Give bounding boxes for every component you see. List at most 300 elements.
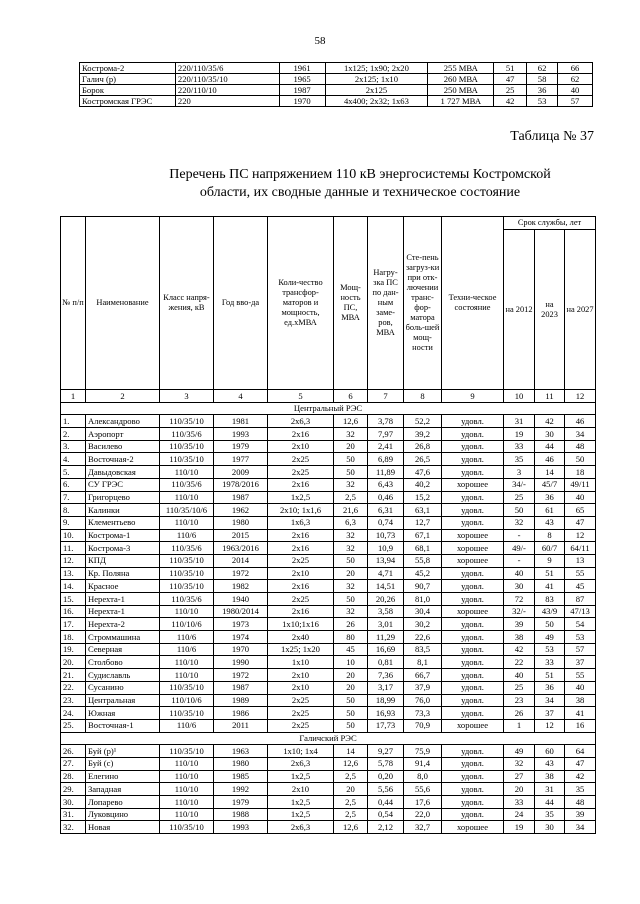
table-cell: 110/6 (160, 631, 214, 644)
column-number: 7 (368, 390, 404, 403)
table-cell: 12,6 (334, 821, 368, 834)
table-cell: 110/10/6 (160, 694, 214, 707)
table-cell: 49/- (504, 542, 535, 555)
table-cell: 2. (61, 428, 86, 441)
page-number: 58 (314, 35, 326, 47)
table-cell: Нерехта-2 (86, 618, 160, 631)
table-cell: 1х6,3 (268, 516, 334, 529)
table-cell: 1980/2014 (214, 605, 268, 618)
table-cell: 3. (61, 440, 86, 453)
table-cell: 220/110/35/6 (175, 63, 279, 74)
table-cell: 91,4 (404, 757, 442, 770)
table-cell: 7. (61, 491, 86, 504)
table-cell: 40 (504, 567, 535, 580)
table-cell: 10. (61, 529, 86, 542)
table-cell: удовл. (442, 415, 504, 428)
table-cell: 18. (61, 631, 86, 644)
column-numbers-row (61, 390, 596, 403)
table-cell: Северная (86, 643, 160, 656)
table-cell: 110/6 (160, 643, 214, 656)
table-cell: 50 (334, 593, 368, 606)
table-cell: 2015 (214, 529, 268, 542)
table-cell: 20 (504, 783, 535, 796)
table-cell: 32/- (504, 605, 535, 618)
table-cell: 2х16 (268, 529, 334, 542)
table-cell: 2,5 (334, 491, 368, 504)
table-cell: 0,44 (368, 796, 404, 809)
table-cell: 16,69 (368, 643, 404, 656)
table-cell: 50 (334, 719, 368, 732)
column-number: 5 (268, 390, 334, 403)
table-cell: 2х40 (268, 631, 334, 644)
table-cell: Елегино (86, 770, 160, 783)
table-cell: 12 (565, 529, 596, 542)
table-cell: 46 (535, 453, 565, 466)
table-cell: 34 (565, 821, 596, 834)
table-cell: 25 (494, 85, 527, 96)
table-row (61, 631, 596, 644)
table-cell: 47 (565, 516, 596, 529)
table-cell: 2х16 (268, 542, 334, 555)
table-cell: 50 (334, 707, 368, 720)
table-cell: 2х10 (268, 669, 334, 682)
table-cell: 1974 (214, 631, 268, 644)
column-number: 3 (160, 390, 214, 403)
table-cell: удовл. (442, 669, 504, 682)
table-cell: 49/11 (565, 478, 596, 491)
table-cell: 110/6 (160, 529, 214, 542)
table-cell: 16. (61, 605, 86, 618)
table-cell: 39 (565, 808, 596, 821)
table-cell: 110/10 (160, 605, 214, 618)
table-cell: 1978/2016 (214, 478, 268, 491)
table-cell: 18 (565, 466, 596, 479)
table-cell: 110/10 (160, 808, 214, 821)
header-power: Мощ-ность ПС, МВА (334, 217, 368, 390)
table-cell: 1980 (214, 516, 268, 529)
table-cell: 2х6,3 (268, 821, 334, 834)
table-cell: 20,26 (368, 593, 404, 606)
table-cell: 1963 (214, 745, 268, 758)
table-cell: 3,01 (368, 618, 404, 631)
table-cell: 25 (504, 681, 535, 694)
table-row (61, 440, 596, 453)
table-cell: 110/10 (160, 466, 214, 479)
table-cell: 42 (535, 415, 565, 428)
table-cell: 38 (565, 694, 596, 707)
table-cell: 2,12 (368, 821, 404, 834)
table-cell: 55,8 (404, 554, 442, 567)
table-cell: 30,2 (404, 618, 442, 631)
table-cell: 34 (565, 428, 596, 441)
table-cell: 42 (494, 96, 527, 107)
table-cell: 32 (334, 428, 368, 441)
table-row (61, 618, 596, 631)
table-cell: удовл. (442, 504, 504, 517)
table-cell: 3 (504, 466, 535, 479)
table-cell: 67,1 (404, 529, 442, 542)
table-cell: 47 (494, 74, 527, 85)
table-cell: 42 (504, 643, 535, 656)
table-cell: 19 (504, 821, 535, 834)
title-line-2: области, их сводные данные и техническое состояние (199, 185, 521, 200)
table-cell: 72 (504, 593, 535, 606)
table-cell: 20 (334, 440, 368, 453)
table-cell: 38 (535, 770, 565, 783)
section-row (61, 732, 596, 745)
table-cell: 1940 (214, 593, 268, 606)
table-row (61, 745, 596, 758)
table-cell: 50 (334, 453, 368, 466)
table-cell: хорошее (442, 821, 504, 834)
column-number: 11 (535, 390, 565, 403)
table-cell: 110/10 (160, 656, 214, 669)
table-cell: удовл. (442, 783, 504, 796)
table-cell: 110/35/10/6 (160, 504, 214, 517)
table-row (61, 669, 596, 682)
table-cell: 26 (334, 618, 368, 631)
table-row (61, 605, 596, 618)
table-cell: 50 (334, 694, 368, 707)
table-cell: 2х16 (268, 428, 334, 441)
table-cell: 1979 (214, 796, 268, 809)
table-cell: 20 (334, 681, 368, 694)
table-row (61, 656, 596, 669)
table-cell: 14,51 (368, 580, 404, 593)
table-cell: 2009 (214, 466, 268, 479)
table-cell: Нерехта-1 (86, 605, 160, 618)
table-cell: 37 (565, 656, 596, 669)
table-cell: 22 (504, 656, 535, 669)
table-cell: 25 (504, 491, 535, 504)
table-cell: удовл. (442, 694, 504, 707)
table-cell: Александрово (86, 415, 160, 428)
table-row (61, 580, 596, 593)
substations-table (60, 216, 596, 834)
header-service-life: Срок службы, лет (504, 217, 596, 230)
table-cell: 5. (61, 466, 86, 479)
table-cell: 35 (504, 453, 535, 466)
table-cell: 64/11 (565, 542, 596, 555)
table-cell: 1993 (214, 821, 268, 834)
table-cell: 255 МВА (428, 63, 494, 74)
table-cell: 9 (535, 554, 565, 567)
table-cell: 1х2,5 (268, 796, 334, 809)
table-cell: 30 (504, 580, 535, 593)
table-cell: 1985 (214, 770, 268, 783)
table-cell: 53 (565, 631, 596, 644)
table-cell: 14. (61, 580, 86, 593)
table-row (61, 770, 596, 783)
table-cell: 20 (334, 783, 368, 796)
table-cell: 1987 (214, 491, 268, 504)
table-cell: 250 МВА (428, 85, 494, 96)
column-number: 4 (214, 390, 268, 403)
table-cell: 1992 (214, 783, 268, 796)
table-cell: 1961 (279, 63, 325, 74)
table-cell: 110/10 (160, 770, 214, 783)
table-cell: 260 МВА (428, 74, 494, 85)
table-cell: 110/35/10 (160, 681, 214, 694)
table-cell: 19 (504, 428, 535, 441)
table-cell: Восточная-1 (86, 719, 160, 732)
table-cell: 81,0 (404, 593, 442, 606)
table-cell: 45/7 (535, 478, 565, 491)
table-cell: 33 (504, 440, 535, 453)
table-cell: 40 (565, 491, 596, 504)
table-cell: 4х400; 2х32; 1х63 (325, 96, 428, 107)
table-cell: 1х125; 1х90; 2х20 (325, 63, 428, 74)
table-cell: 15. (61, 593, 86, 606)
table-cell: 2х25 (268, 694, 334, 707)
table-cell: КПД (86, 554, 160, 567)
table-cell: 43 (535, 516, 565, 529)
table-cell: 2х6,3 (268, 757, 334, 770)
table-cell: 2х16 (268, 478, 334, 491)
table-cell: 6,43 (368, 478, 404, 491)
table-cell: удовл. (442, 593, 504, 606)
table-cell: 8,0 (404, 770, 442, 783)
column-number: 8 (404, 390, 442, 403)
table-cell: 110/35/6 (160, 593, 214, 606)
table-cell: - (504, 529, 535, 542)
table-row (61, 681, 596, 694)
table-cell: удовл. (442, 491, 504, 504)
table-cell: 55,6 (404, 783, 442, 796)
table-cell: 3,78 (368, 415, 404, 428)
table-cell: 4,71 (368, 567, 404, 580)
table-cell: 2х25 (268, 466, 334, 479)
table-cell: 36 (535, 491, 565, 504)
table-cell: 34 (535, 694, 565, 707)
table-cell: 0,54 (368, 808, 404, 821)
table-cell: 2х10 (268, 440, 334, 453)
table-cell: 110/10 (160, 669, 214, 682)
table-cell: 68,1 (404, 542, 442, 555)
table-cell: 1х2,5 (268, 491, 334, 504)
table-cell: 34/- (504, 478, 535, 491)
table-cell: 1 727 МВА (428, 96, 494, 107)
table-cell: 36 (535, 681, 565, 694)
table-cell: 1963/2016 (214, 542, 268, 555)
table-cell: 30 (535, 428, 565, 441)
table-row (61, 567, 596, 580)
table-cell: 1982 (214, 580, 268, 593)
table-cell: 1х2,5 (268, 808, 334, 821)
table-cell: 43 (535, 757, 565, 770)
table-cell: 220/110/10 (175, 85, 279, 96)
table-row (61, 821, 596, 834)
table-cell: удовл. (442, 808, 504, 821)
table-cell: 20 (334, 567, 368, 580)
table-cell: Восточная-2 (86, 453, 160, 466)
table-cell: 37 (535, 707, 565, 720)
table-row (61, 466, 596, 479)
table-row (80, 85, 593, 96)
table-cell: 54 (565, 618, 596, 631)
table-cell: 2х6,3 (268, 415, 334, 428)
table-cell: 1 (504, 719, 535, 732)
table-cell: удовл. (442, 453, 504, 466)
table-cell: 0,81 (368, 656, 404, 669)
table-cell: 47 (565, 757, 596, 770)
table-cell: 220 (175, 96, 279, 107)
table-cell: 48 (565, 440, 596, 453)
table-cell: 2,41 (368, 440, 404, 453)
table-cell: 13. (61, 567, 86, 580)
table-cell: Лопарево (86, 796, 160, 809)
table-cell: 22,0 (404, 808, 442, 821)
table-cell: 30. (61, 796, 86, 809)
table-cell: 37,9 (404, 681, 442, 694)
table-cell: 110/35/10 (160, 453, 214, 466)
table-cell: Аэропорт (86, 428, 160, 441)
continued-table (79, 62, 593, 107)
table-row (80, 63, 593, 74)
table-cell: Сусанино (86, 681, 160, 694)
table-cell: 110/35/10 (160, 415, 214, 428)
table-cell: 55 (565, 567, 596, 580)
table-label: Таблица № 37 (510, 129, 594, 144)
column-number: 1 (61, 390, 86, 403)
table-cell: Борок (80, 85, 176, 96)
table-cell: 110/35/6 (160, 478, 214, 491)
header-voltage: Класс напря-жения, кВ (160, 217, 214, 390)
table-row (80, 96, 593, 107)
table-cell: 2х25 (268, 593, 334, 606)
table-cell: 22. (61, 681, 86, 694)
table-cell: 14 (535, 466, 565, 479)
table-cell: удовл. (442, 466, 504, 479)
table-cell: 6,89 (368, 453, 404, 466)
table-cell: Кр. Поляна (86, 567, 160, 580)
table-cell: 110/10 (160, 796, 214, 809)
table-row (61, 707, 596, 720)
table-row (61, 783, 596, 796)
table-cell: 19. (61, 643, 86, 656)
column-number: 9 (442, 390, 504, 403)
table-cell: 39,2 (404, 428, 442, 441)
table-cell: 110/10 (160, 783, 214, 796)
table-cell: 40 (504, 669, 535, 682)
table-cell: 18,99 (368, 694, 404, 707)
table-cell: 2х25 (268, 719, 334, 732)
table-cell: 1х10;1х16 (268, 618, 334, 631)
table-cell: 3,58 (368, 605, 404, 618)
table-cell: 1988 (214, 808, 268, 821)
table-row (80, 74, 593, 85)
table-cell: 110/10/6 (160, 618, 214, 631)
table-cell: 110/35/10 (160, 821, 214, 834)
table-cell: 17,6 (404, 796, 442, 809)
table-cell: 62 (558, 74, 593, 85)
table-row (61, 529, 596, 542)
table-cell: 9. (61, 516, 86, 529)
table-cell: - (504, 554, 535, 567)
table-cell: удовл. (442, 516, 504, 529)
table-cell: удовл. (442, 770, 504, 783)
table-cell: Судиславль (86, 669, 160, 682)
table-cell: 53 (527, 96, 558, 107)
table-cell: 12 (535, 719, 565, 732)
table-cell: 90,7 (404, 580, 442, 593)
table-cell: Луковцино (86, 808, 160, 821)
table-cell: Калинки (86, 504, 160, 517)
table-cell: 22,6 (404, 631, 442, 644)
table-cell: 36 (527, 85, 558, 96)
table-cell: 10,73 (368, 529, 404, 542)
table-cell: 10,9 (368, 542, 404, 555)
table-cell: 27. (61, 757, 86, 770)
table-cell: Строммашина (86, 631, 160, 644)
header-load: Нагру-зка ПС по дан-ным заме-ров, МВА (368, 217, 404, 390)
table-cell: 38 (504, 631, 535, 644)
table-cell: 0,74 (368, 516, 404, 529)
table-cell: 46 (565, 415, 596, 428)
table-cell: 8. (61, 504, 86, 517)
table-cell: 2х25 (268, 707, 334, 720)
table-cell: 12,6 (334, 415, 368, 428)
table-cell: 29. (61, 783, 86, 796)
table-cell: 66 (558, 63, 593, 74)
table-cell: 57 (565, 643, 596, 656)
table-cell: 2х10 (268, 681, 334, 694)
table-cell: Новая (86, 821, 160, 834)
table-cell: 110/10 (160, 516, 214, 529)
table-cell: 47/13 (565, 605, 596, 618)
section-title: Галичский РЭС (61, 732, 596, 745)
table-cell: 53 (535, 643, 565, 656)
table-cell: 2011 (214, 719, 268, 732)
table-cell: 35 (535, 808, 565, 821)
table-cell: 51 (494, 63, 527, 74)
table-cell: 5,56 (368, 783, 404, 796)
table-cell: 11,89 (368, 466, 404, 479)
table-cell: 1х25; 1х20 (268, 643, 334, 656)
table-cell: удовл. (442, 580, 504, 593)
table-cell: удовл. (442, 631, 504, 644)
table-cell: 30,4 (404, 605, 442, 618)
header-2027: на 2027 (565, 230, 596, 390)
table-cell: 14 (334, 745, 368, 758)
table-cell: 7,36 (368, 669, 404, 682)
table-cell: 23. (61, 694, 86, 707)
table-cell: 0,20 (368, 770, 404, 783)
header-transformers: Коли-чество трансфор-маторов и мощность, ед.хМВА (268, 217, 334, 390)
table-cell: 1973 (214, 618, 268, 631)
table-cell: 12,7 (404, 516, 442, 529)
table-cell: 58 (527, 74, 558, 85)
table-cell: 21. (61, 669, 86, 682)
table-cell: 2,5 (334, 796, 368, 809)
table-row (61, 593, 596, 606)
table-cell: удовл. (442, 745, 504, 758)
table-cell: 2х10 (268, 567, 334, 580)
title-line-1: Перечень ПС напряжением 110 кВ энергосистемы Костромской (169, 167, 551, 182)
table-cell: 11. (61, 542, 86, 555)
table-cell: 1972 (214, 669, 268, 682)
table-cell: 28. (61, 770, 86, 783)
table-cell: 42 (565, 770, 596, 783)
table-cell: 2х125 (325, 85, 428, 96)
table-cell: удовл. (442, 428, 504, 441)
table-cell: 4. (61, 453, 86, 466)
column-number: 12 (565, 390, 596, 403)
table-cell: 16,93 (368, 707, 404, 720)
table-cell: Григорцево (86, 491, 160, 504)
table-cell: 1989 (214, 694, 268, 707)
table-cell: 83,5 (404, 643, 442, 656)
